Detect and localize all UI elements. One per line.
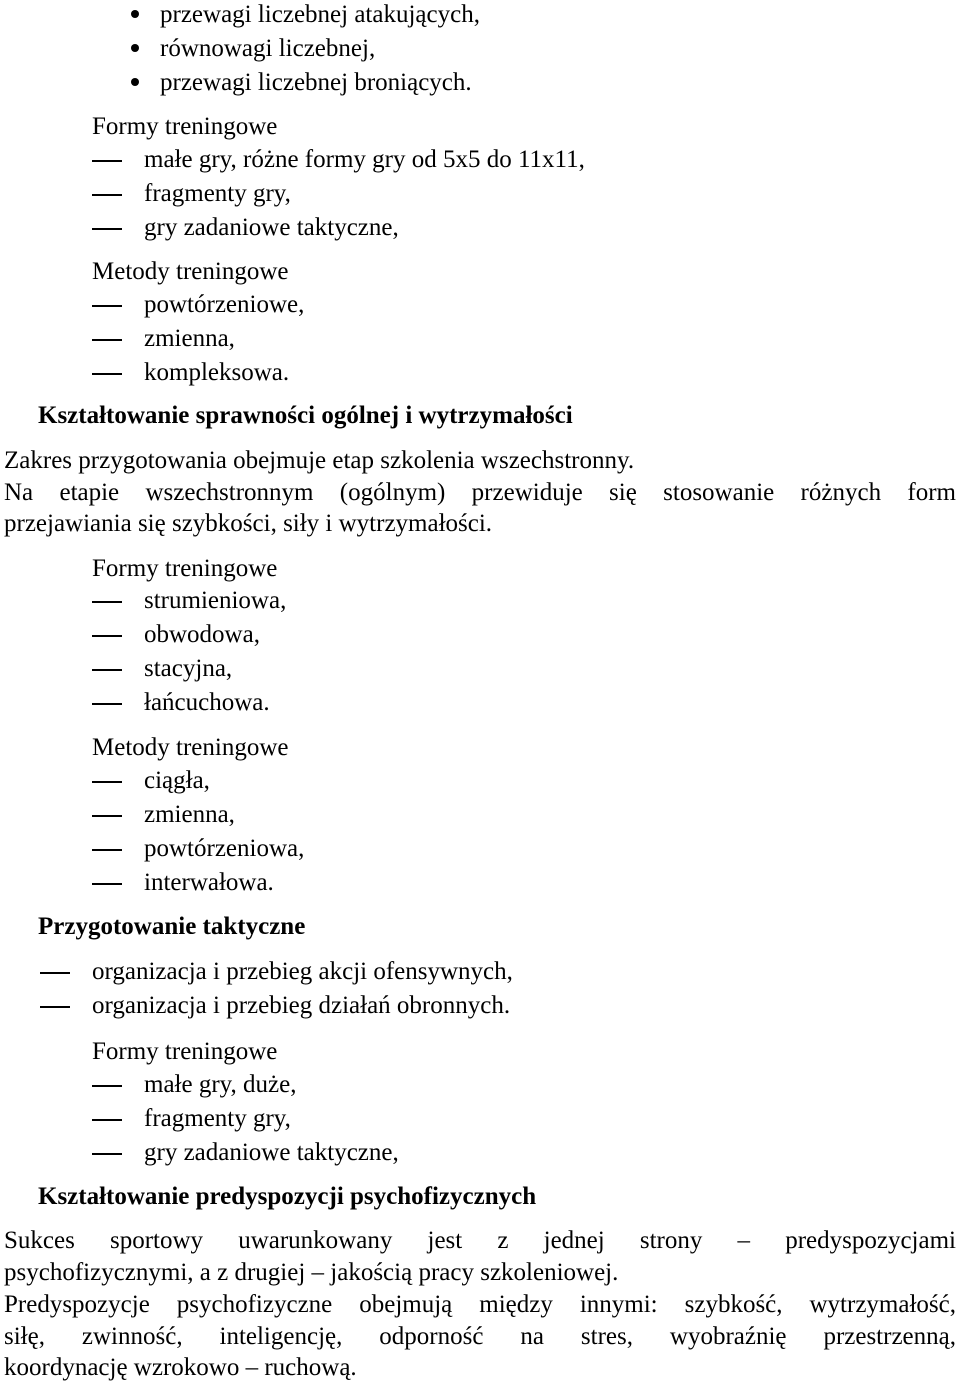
paragraph-line: Sukces sportowy uwarunkowany jest z jednej strony – predyspozycjami bbox=[4, 1227, 956, 1254]
paragraph-line: Na etapie wszechstronnym (ogólnym) przewiduje się stosowanie różnych form bbox=[4, 479, 956, 506]
list-item: organizacja i przebieg akcji ofensywnych, bbox=[92, 958, 513, 985]
list-item: gry zadaniowe taktyczne, bbox=[144, 214, 399, 241]
list-item: strumieniowa, bbox=[144, 587, 287, 614]
dash-icon bbox=[92, 1153, 122, 1155]
forms-heading: Formy treningowe bbox=[92, 555, 278, 582]
paragraph-line: przejawiania się szybkości, siły i wytrzymałości. bbox=[4, 510, 493, 537]
list-item: organizacja i przebieg działań obronnych. bbox=[92, 992, 511, 1019]
bullet-icon bbox=[131, 10, 139, 18]
dash-icon bbox=[92, 339, 122, 341]
bullet-icon bbox=[131, 78, 139, 86]
list-item: przewagi liczebnej broniących. bbox=[160, 69, 472, 96]
list-item: małe gry, różne formy gry od 5x5 do 11x11, bbox=[144, 146, 585, 173]
paragraph-line: psychofizycznymi, a z drugiej – jakością pracy szkoleniowej. bbox=[4, 1259, 619, 1286]
section-heading: Przygotowanie taktyczne bbox=[38, 913, 306, 940]
list-item: ciągła, bbox=[144, 767, 210, 794]
methods-heading: Metody treningowe bbox=[92, 734, 289, 761]
dash-icon bbox=[92, 883, 122, 885]
list-item: powtórzeniowa, bbox=[144, 835, 305, 862]
list-item: fragmenty gry, bbox=[144, 180, 291, 207]
bullet-icon bbox=[131, 44, 139, 52]
list-item: zmienna, bbox=[144, 325, 235, 352]
dash-icon bbox=[92, 1119, 122, 1121]
forms-heading: Formy treningowe bbox=[92, 1038, 278, 1065]
list-item: interwałowa. bbox=[144, 869, 274, 896]
dash-icon bbox=[92, 601, 122, 603]
dash-icon bbox=[40, 972, 70, 974]
list-item: fragmenty gry, bbox=[144, 1105, 291, 1132]
dash-icon bbox=[40, 1006, 70, 1008]
list-item: łańcuchowa. bbox=[144, 689, 270, 716]
dash-icon bbox=[92, 228, 122, 230]
list-item: równowagi liczebnej, bbox=[160, 35, 376, 62]
dash-icon bbox=[92, 160, 122, 162]
section-heading: Kształtowanie sprawności ogólnej i wytrzymałości bbox=[38, 402, 573, 429]
dash-icon bbox=[92, 373, 122, 375]
list-item: kompleksowa. bbox=[144, 359, 290, 386]
list-item: małe gry, duże, bbox=[144, 1071, 297, 1098]
paragraph-line: siłę, zwinność, inteligencję, odporność na stres, wyobraźnię przestrzenną, bbox=[4, 1323, 956, 1350]
methods-heading: Metody treningowe bbox=[92, 258, 289, 285]
paragraph-line: koordynację wzrokowo – ruchową. bbox=[4, 1354, 357, 1381]
dash-icon bbox=[92, 669, 122, 671]
dash-icon bbox=[92, 849, 122, 851]
dash-icon bbox=[92, 781, 122, 783]
dash-icon bbox=[92, 194, 122, 196]
dash-icon bbox=[92, 815, 122, 817]
list-item: obwodowa, bbox=[144, 621, 260, 648]
list-item: zmienna, bbox=[144, 801, 235, 828]
list-item: powtórzeniowe, bbox=[144, 291, 305, 318]
dash-icon bbox=[92, 635, 122, 637]
dash-icon bbox=[92, 703, 122, 705]
dash-icon bbox=[92, 305, 122, 307]
list-item: przewagi liczebnej atakujących, bbox=[160, 1, 480, 28]
forms-heading: Formy treningowe bbox=[92, 113, 278, 140]
list-item: stacyjna, bbox=[144, 655, 233, 682]
paragraph-line: Predyspozycje psychofizyczne obejmują między innymi: szybkość, wytrzymałość, bbox=[4, 1291, 956, 1318]
paragraph: Zakres przygotowania obejmuje etap szkolenia wszechstronny. bbox=[4, 447, 635, 474]
section-heading: Kształtowanie predyspozycji psychofizycznych bbox=[38, 1183, 537, 1210]
list-item: gry zadaniowe taktyczne, bbox=[144, 1139, 399, 1166]
dash-icon bbox=[92, 1085, 122, 1087]
